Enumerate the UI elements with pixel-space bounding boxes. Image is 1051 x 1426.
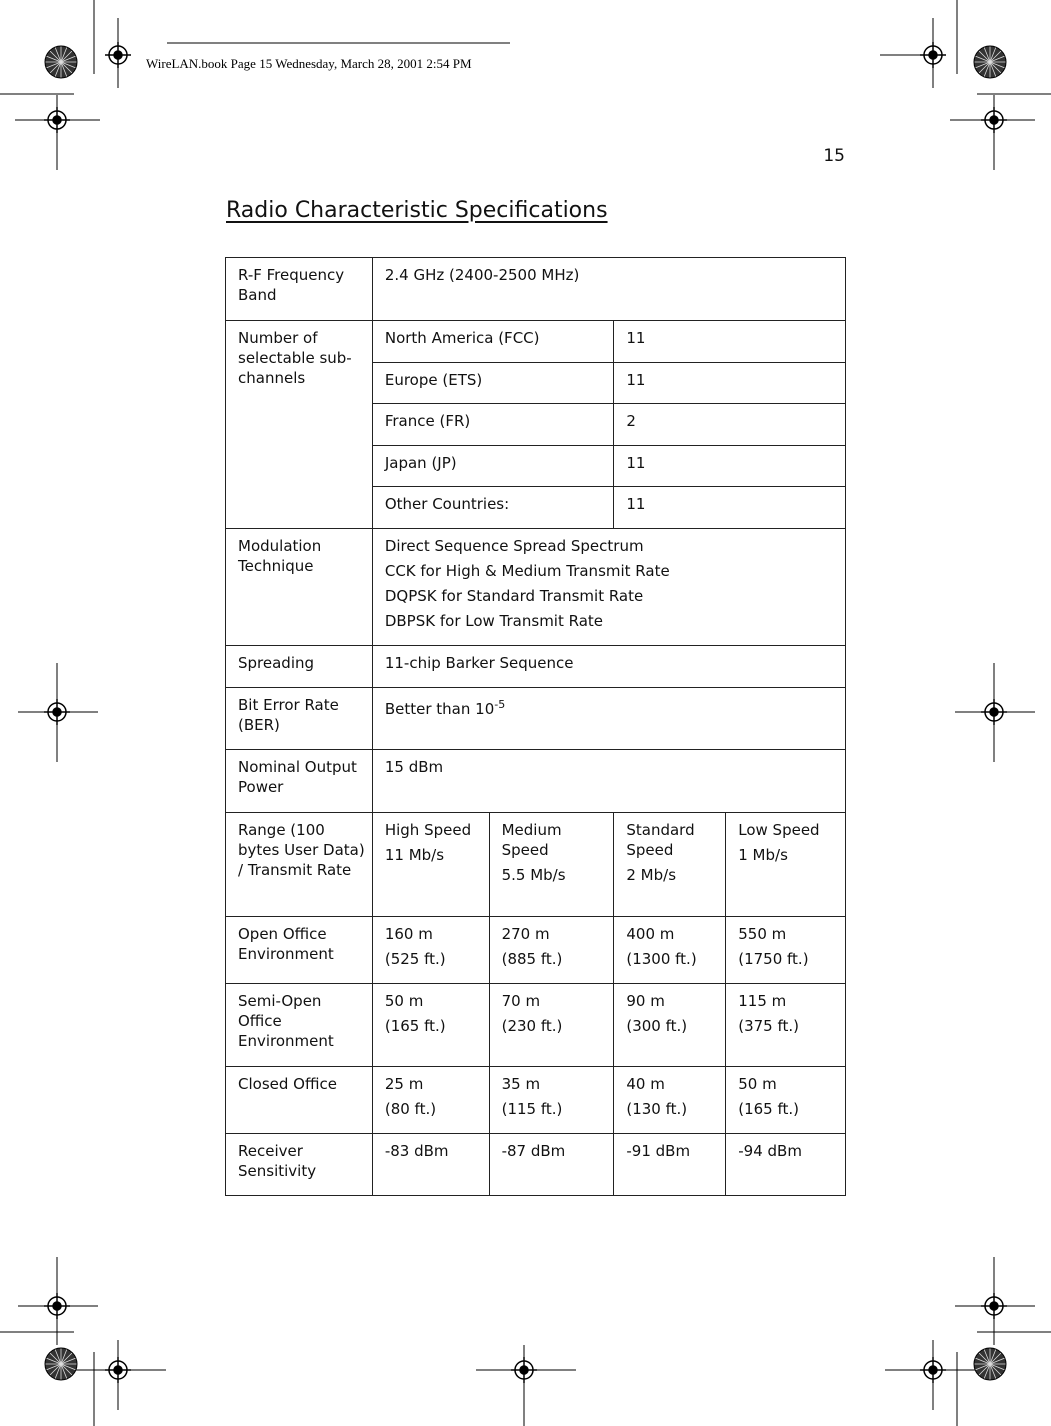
table-row [226, 813, 846, 917]
range-meters: 70 m [501, 992, 541, 1010]
table-row [226, 1067, 846, 1134]
range-cell [726, 1067, 846, 1134]
modulation-line: DBPSK for Low Transmit Rate [384, 612, 604, 630]
row-label: Number of selectable sub-channels [226, 321, 373, 529]
page-number: 15 [823, 146, 845, 166]
range-feet: (230 ft.) [501, 1017, 563, 1035]
range-feet: (165 ft.) [384, 1017, 446, 1035]
range-cell [726, 984, 846, 1067]
spec-table [225, 257, 846, 1196]
table-row [226, 984, 846, 1067]
table-row [226, 917, 846, 984]
range-cell [489, 984, 614, 1067]
row-label: Closed Office [226, 1067, 373, 1134]
speed-name: High Speed [384, 821, 472, 839]
sensitivity-cell: -91 dBm [614, 1134, 726, 1196]
speed-name: Standard Speed [626, 821, 695, 859]
range-cell [614, 984, 726, 1067]
range-feet: (375 ft.) [738, 1017, 800, 1035]
modulation-line: DQPSK for Standard Transmit Rate [384, 587, 644, 605]
range-cell [614, 1067, 726, 1134]
print-slug: WireLAN.book Page 15 Wednesday, March 28, 2001 2:54 PM [146, 56, 472, 71]
row-label: Range (100 bytes User Data) / Transmit Rate [226, 813, 373, 917]
row-label: Receiver Sensitivity [226, 1134, 373, 1196]
sensitivity-cell: -87 dBm [489, 1134, 614, 1196]
range-feet: (885 ft.) [501, 950, 563, 968]
rf-band-value: 2.4 GHz (2400-2500 MHz) [372, 258, 845, 321]
range-feet: (80 ft.) [384, 1100, 437, 1118]
range-cell [372, 1067, 489, 1134]
region-cell: Europe (ETS) [372, 363, 614, 404]
speed-name: Medium Speed [501, 821, 562, 859]
range-meters: 270 m [501, 925, 550, 943]
range-meters: 400 m [626, 925, 675, 943]
table-row [226, 750, 846, 813]
speed-rate: 1 Mb/s [738, 846, 788, 864]
sensitivity-cell: -83 dBm [372, 1134, 489, 1196]
table-row [226, 529, 846, 646]
ber-value [372, 688, 845, 750]
modulation-value [372, 529, 845, 646]
row-label: Semi-Open Office Environment [226, 984, 373, 1067]
range-feet: (525 ft.) [384, 950, 446, 968]
range-feet: (130 ft.) [626, 1100, 688, 1118]
range-meters: 50 m [738, 1075, 777, 1093]
range-meters: 90 m [626, 992, 665, 1010]
range-cell [726, 917, 846, 984]
range-meters: 550 m [738, 925, 787, 943]
channel-count-cell: 2 [614, 404, 846, 446]
speed-header [726, 813, 846, 917]
speed-name: Low Speed [738, 821, 820, 839]
row-label: Modulation Technique [226, 529, 373, 646]
speed-header [489, 813, 614, 917]
range-cell [372, 984, 489, 1067]
ber-prefix: Better than 10 [384, 700, 495, 718]
table-row [226, 1134, 846, 1196]
row-label: Open Office Environment [226, 917, 373, 984]
region-cell: Japan (JP) [372, 446, 614, 487]
range-feet: (1300 ft.) [626, 950, 697, 968]
table-row [226, 321, 846, 363]
output-power-value: 15 dBm [372, 750, 845, 813]
modulation-line: CCK for High & Medium Transmit Rate [384, 562, 670, 580]
channel-count-cell: 11 [614, 446, 846, 487]
speed-header [614, 813, 726, 917]
speed-header [372, 813, 489, 917]
row-label: Spreading [226, 646, 373, 688]
spreading-value: 11-chip Barker Sequence [372, 646, 845, 688]
channel-count-cell: 11 [614, 321, 846, 363]
range-meters: 25 m [384, 1075, 424, 1093]
speed-rate: 2 Mb/s [626, 866, 677, 884]
speed-rate: 11 Mb/s [384, 846, 445, 864]
range-feet: (300 ft.) [626, 1017, 688, 1035]
speed-rate: 5.5 Mb/s [501, 866, 566, 884]
range-meters: 50 m [384, 992, 424, 1010]
range-cell [489, 1067, 614, 1134]
row-label: Bit Error Rate (BER) [226, 688, 373, 750]
table-row [226, 688, 846, 750]
range-cell [614, 917, 726, 984]
range-cell [372, 917, 489, 984]
table-row [226, 646, 846, 688]
range-meters: 160 m [384, 925, 433, 943]
channel-count-cell: 11 [614, 363, 846, 404]
range-meters: 115 m [738, 992, 787, 1010]
section-title: Radio Characteristic Specifications [226, 198, 608, 223]
range-feet: (165 ft.) [738, 1100, 800, 1118]
range-cell [489, 917, 614, 984]
region-cell: France (FR) [372, 404, 614, 446]
region-cell: Other Countries: [372, 487, 614, 529]
table-row [226, 258, 846, 321]
region-cell: North America (FCC) [372, 321, 614, 363]
ber-exponent: -5 [494, 698, 506, 711]
range-meters: 40 m [626, 1075, 665, 1093]
sensitivity-cell: -94 dBm [726, 1134, 846, 1196]
row-label: Nominal Output Power [226, 750, 373, 813]
row-label: R-F Frequency Band [226, 258, 373, 321]
channel-count-cell: 11 [614, 487, 846, 529]
range-feet: (115 ft.) [501, 1100, 563, 1118]
modulation-line: Direct Sequence Spread Spectrum [384, 537, 644, 555]
range-feet: (1750 ft.) [738, 950, 809, 968]
range-meters: 35 m [501, 1075, 541, 1093]
